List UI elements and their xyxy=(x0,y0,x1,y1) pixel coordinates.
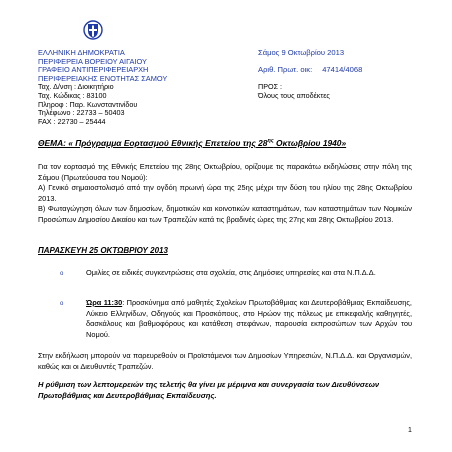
document-subject xyxy=(38,138,346,148)
subject-suffix: Οκτωβρίου 1940» xyxy=(273,138,347,148)
event-item xyxy=(86,268,412,279)
recipients-block xyxy=(258,83,330,101)
subject-superscript: ης xyxy=(267,138,274,145)
event-item xyxy=(86,298,412,340)
contact-line: Τηλέφωνο : 22733 – 50403 xyxy=(38,108,125,118)
participation-paragraph: Στην εκδήλωση μπορούν να παρευρεθούν οι Προϊστάμενοι των Δημοσίων Υπηρεσιών, Ν.Π.Δ.Δ. και Οργανισμών, καθώς και οι Διευθυντές Τραπεζών. xyxy=(38,351,412,371)
body-paragraph xyxy=(38,162,412,226)
closing-paragraph: Η ρύθμιση των λεπτομερειών της τελετής θα γίνει με μέριμνα και συνεργασία των Διευθύνσεων Πρωτοβάθμιας και Δευτεροβάθμιας Εκπαίδευσης. xyxy=(38,380,380,400)
event-time: Ώρα 11:30 xyxy=(86,298,123,307)
contact-line: FAX : 22730 – 25444 xyxy=(38,117,106,127)
protocol-number: 47414/4068 xyxy=(322,64,363,74)
authority-line: ΠΕΡΙΦΕΡΕΙΑ ΒΟΡΕΙΟΥ ΑΙΓΑΙΟΥ xyxy=(38,56,147,66)
contact-line: Πληροφ : Παρ. Κωνσταντινίδου xyxy=(38,99,138,109)
body-intro: Για τον εορτασμό της Εθνικής Επετείου της 28ης Οκτωβρίου, ορίζουμε τις παρακάτω εκδηλώσεις στην πόλη της Σάμου (Πρωτεύουσα του Νομού): xyxy=(38,162,412,182)
document-meta xyxy=(258,49,362,74)
issuing-authority xyxy=(38,49,167,83)
authority-line: ΠΕΡΙΦΕΡΕΙΑΚΗΣ ΕΝΟΤΗΤΑΣ ΣΑΜΟΥ xyxy=(38,73,168,83)
event-text: Ομιλίες σε ειδικές συγκεντρώσεις στα σχολεία, στις Δημόσιες υπηρεσίες και στα Ν.Π.Δ.Δ. xyxy=(86,268,376,277)
protocol-label: Αριθ. Πρωτ. οικ: xyxy=(258,64,313,74)
event-text: : Προσκύνημα από μαθητές Σχολείων Πρωτοβάθμιας και Δευτεροβάθμιας Εκπαίδευσης, Λύκειο Ελληνίδων, Οδηγούς και Προσκόπους, στο Ηρώον της πόλεως με επικεφαλής καθηγητές, δασκάλους και βαθμοφόρους και κατάθεση στεφάνων, παρουσία εκπροσώπων των Αρχών του Νομού. xyxy=(86,298,412,339)
bullet-icon: o xyxy=(60,301,64,307)
recipients-label: ΠΡΟΣ : xyxy=(258,82,283,91)
contact-line: Ταχ. Κώδικας : 83100 xyxy=(38,90,107,100)
recipients-value: Όλους τους αποδέκτες xyxy=(258,90,330,100)
authority-line: ΓΡΑΦΕΙΟ ΑΝΤΙΠΕΡΙΦΕΡΕΙΑΡΧΗ xyxy=(38,65,149,75)
body-item-b: Β) Φωταγώγηση όλων των δημοσίων, δημοτικών και κοινοτικών καταστημάτων, των καταστημάτων των Νομικών Προσώπων Δημοσίου Δικαίου και των Τραπεζών κατά τις βραδινές ώρες της 27ης και 28ης Οκτωβρίου 2013. xyxy=(38,204,412,224)
subject-prefix: ΘΕΜΑ: « Πρόγραμμα Εορτασμού Εθνικής Επετείου της 28 xyxy=(38,138,268,148)
bullet-icon: o xyxy=(60,271,64,277)
page-number: 1 xyxy=(408,427,412,434)
contact-block xyxy=(38,83,137,127)
contact-line: Ταχ. Δ/νση : Διοικητήριο xyxy=(38,82,114,91)
body-item-a: Α) Γενικό σημαιοστολισμό από την ογδόη πρωινή ώρα της 25ης μέχρι την δύση του ηλίου της 28ης Οκτωβρίου 2013. xyxy=(38,183,412,203)
authority-line: ΕΛΛΗΝΙΚΗ ΔΗΜΟΚΡΑΤΙΑ xyxy=(38,48,125,57)
document-date: Σάμος 9 Οκτωβρίου 2013 xyxy=(258,48,345,57)
day-heading: ΠΑΡΑΣΚΕΥΗ 25 ΟΚΤΩΒΡΙΟΥ 2013 xyxy=(38,246,168,255)
protocol-line xyxy=(258,66,362,75)
greek-coat-of-arms-icon xyxy=(83,20,103,40)
